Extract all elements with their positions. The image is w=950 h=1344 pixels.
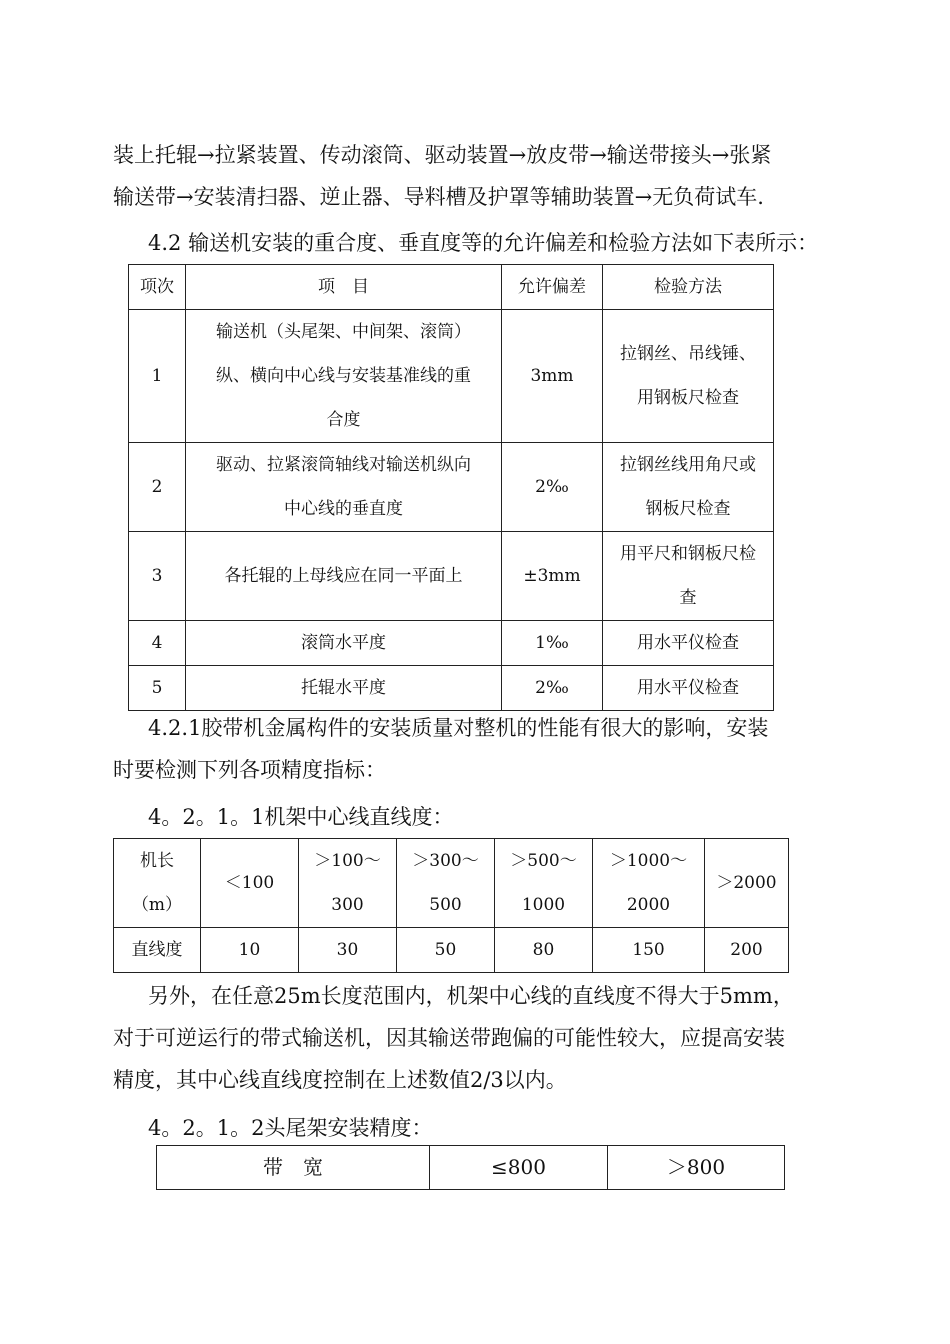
row-no: 5	[129, 666, 186, 711]
extra-paragraph	[113, 975, 843, 1101]
row-tolerance: 2‰	[502, 443, 603, 532]
table-row	[129, 621, 774, 666]
belt-width-label: 带 宽	[157, 1146, 430, 1190]
method-line: 用平尺和钢板尺检	[620, 544, 756, 564]
belt-width-cell: ≤800	[430, 1146, 608, 1190]
method-line: 钢板尺检查	[645, 499, 731, 519]
row-tolerance: 1‰	[502, 621, 603, 666]
cell-line: ＞1000～	[609, 851, 688, 871]
method-line: 拉钢丝、吊线锤、	[620, 344, 756, 364]
row-tolerance: 3mm	[502, 310, 603, 443]
intro-line-1: 装上托辊→拉紧装置、传动滚筒、驱动装置→放皮带→输送带接头→张紧	[113, 143, 772, 167]
row-no: 2	[129, 443, 186, 532]
method-line: 拉钢丝线用角尺或	[620, 455, 756, 475]
table-row	[129, 532, 774, 621]
label-line: （m）	[131, 895, 183, 915]
method-line: 查	[679, 588, 697, 608]
section-4-2-1-1-heading: 4。2。1。1机架中心线直线度：	[148, 805, 454, 829]
head-tail-frame-table	[156, 1145, 785, 1190]
table-header-row	[129, 265, 774, 310]
length-cell	[397, 839, 495, 928]
length-cell	[299, 839, 397, 928]
length-cell	[593, 839, 705, 928]
header-no: 项次	[129, 265, 186, 310]
table-row	[129, 443, 774, 532]
section-4-2-1-paragraph	[113, 707, 843, 791]
item-line: 中心线的垂直度	[284, 499, 403, 519]
row-item	[186, 310, 502, 443]
section-4-2-1-line-1: 4.2.1胶带机金属构件的安装质量对整机的性能有很大的影响，安装	[148, 716, 769, 740]
row-item	[186, 443, 502, 532]
row-method	[603, 310, 774, 443]
straightness-cell: 150	[593, 928, 705, 973]
table-row	[129, 666, 774, 711]
item-line: 驱动、拉紧滚筒轴线对输送机纵向	[216, 455, 471, 475]
straightness-cell: 80	[495, 928, 593, 973]
cell-line: ＞500～	[510, 851, 577, 871]
cell-line: 500	[429, 895, 462, 915]
row-no: 1	[129, 310, 186, 443]
row-method	[603, 532, 774, 621]
intro-line-2: 输送带→安装清扫器、逆止器、导料槽及护罩等辅助装置→无负荷试车.	[113, 185, 764, 209]
method-line: 用钢板尺检查	[637, 388, 739, 408]
row-method	[603, 443, 774, 532]
row-tolerance: 2‰	[502, 666, 603, 711]
row-method: 用水平仪检查	[603, 666, 774, 711]
table-row	[114, 928, 789, 973]
extra-line-3: 精度，其中心线直线度控制在上述数值2/3以内。	[113, 1068, 567, 1092]
tolerance-table	[128, 264, 774, 711]
row-method: 用水平仪检查	[603, 621, 774, 666]
length-cell	[495, 839, 593, 928]
section-4-2-1-line-2: 时要检测下列各项精度指标：	[113, 758, 386, 782]
straightness-cell: 30	[299, 928, 397, 973]
header-item: 项 目	[186, 265, 502, 310]
straightness-cell: 200	[705, 928, 789, 973]
section-4-2-heading: 4.2 输送机安装的重合度、垂直度等的允许偏差和检验方法如下表所示：	[148, 231, 819, 255]
label-line: 机长	[140, 851, 174, 871]
intro-paragraph	[113, 134, 843, 218]
section-4-2-1-2-heading: 4。2。1。2头尾架安装精度：	[148, 1116, 433, 1140]
item-line: 输送机（头尾架、中间架、滚筒）	[216, 322, 471, 342]
extra-line-1: 另外，在任意25m长度范围内，机架中心线的直线度不得大于5mm，	[148, 984, 794, 1008]
row-tolerance: ±3mm	[502, 532, 603, 621]
cell-line: 1000	[521, 895, 566, 915]
belt-width-cell: ＞800	[608, 1146, 785, 1190]
cell-line: 300	[331, 895, 364, 915]
header-tolerance: 允许偏差	[502, 265, 603, 310]
table-row	[157, 1146, 785, 1190]
cell-line: ＞100～	[314, 851, 381, 871]
row-item: 托辊水平度	[186, 666, 502, 711]
cell-line: ＞300～	[412, 851, 479, 871]
row-no: 3	[129, 532, 186, 621]
table-row	[129, 310, 774, 443]
row-item: 滚筒水平度	[186, 621, 502, 666]
length-cell: ＜100	[201, 839, 299, 928]
item-line: 纵、横向中心线与安装基准线的重	[216, 366, 471, 386]
row-no: 4	[129, 621, 186, 666]
header-method: 检验方法	[603, 265, 774, 310]
length-cell: ＞2000	[705, 839, 789, 928]
row-item: 各托辊的上母线应在同一平面上	[186, 532, 502, 621]
straightness-cell: 10	[201, 928, 299, 973]
table-row	[114, 839, 789, 928]
straightness-table	[113, 838, 789, 973]
straightness-cell: 50	[397, 928, 495, 973]
extra-line-2: 对于可逆运行的带式输送机，因其输送带跑偏的可能性较大，应提高安装	[113, 1026, 785, 1050]
row-label: 直线度	[114, 928, 201, 973]
cell-line: 2000	[626, 895, 671, 915]
row-label	[114, 839, 201, 928]
item-line: 合度	[326, 410, 361, 430]
